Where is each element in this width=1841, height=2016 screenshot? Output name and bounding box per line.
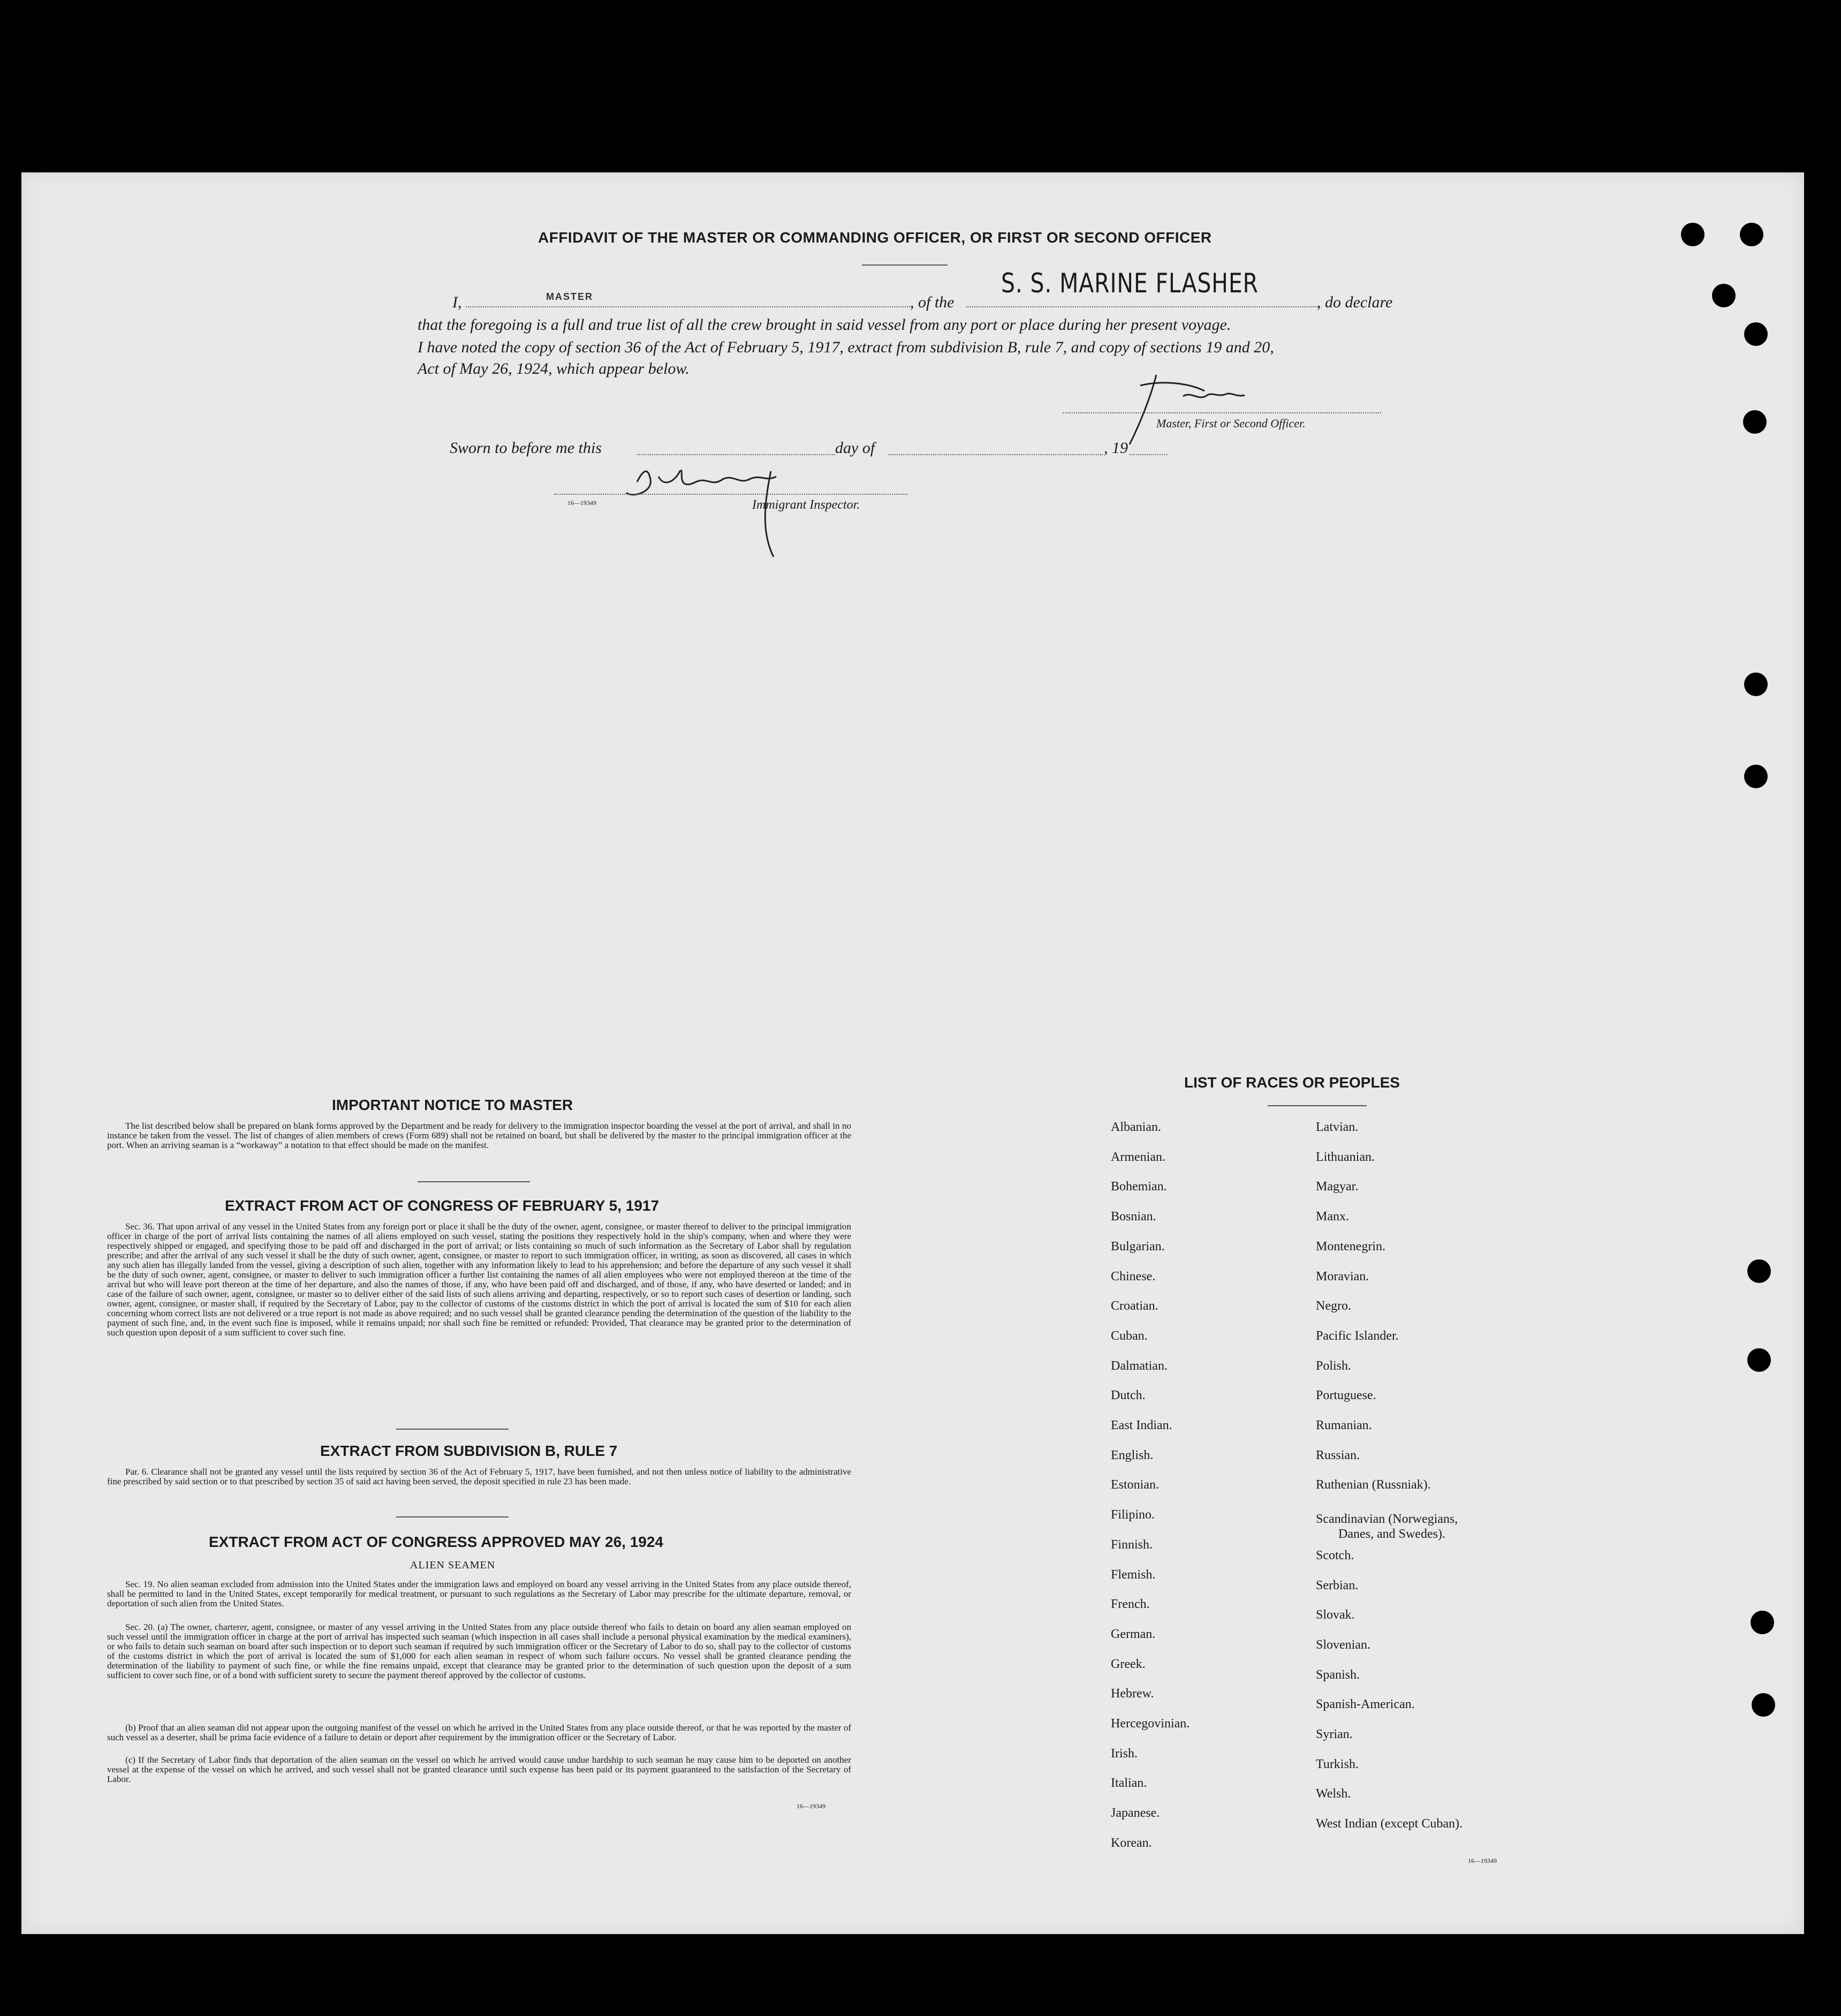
master-name: MASTER: [546, 291, 593, 302]
races-title: LIST OF RACES OR PEOPLES: [1184, 1074, 1400, 1091]
extract-1917-body: Sec. 36. That upon arrival of any vessel in the United States from any foreign port or place it shall be the duty of the owner, agent, consignee, or master thereof to deliver to the principal immigration officer in charge of the port of arrival lists containing the names of all aliens employed on such vessel, stating the positions they respectively hold in the ship's company, when and where they were respectively shipped or engaged, and specifying those to be paid off and discharged in the port of arrival; or lists containing so much of such information as the Secretary of Labor shall by regulation prescribe; and after the arrival of any such vessel it shall be the duty of such owner, agent, consignee, or master to report to such immigration officer, in writing, as soon as discovered, all cases in which any such alien has illegally landed from the vessel, giving a description of such alien, together with any information likely to lead to his apprehension; and before the departure of any such vessel it shall be the duty of such owner, agent, consignee, or master to deliver to such immigration officer a further list containing the names of all alien employees who were not employed thereon at the time of the arrival but who will leave port thereon at the time of her departure, and also the names of those, if any, who have been paid off and discharged, and of those, if any, who have deserted or landed; and in case of the failure of such owner, agent, consignee, or master so to deliver either of the said lists of such aliens arriving and departing, respectively, or so to report such cases of desertion or landing, such owner, agent, consignee, or master shall, if required by the Secretary of Labor, pay to the collector of customs of the customs district in which the port of arrival is located the sum of $10 for each alien concerning whom correct lists are not delivered or a true report is not made as above required; and no such vessel shall be granted clearance pending the determination of the question of the liability to the payment of such fine, and, in the event such fine is imposed, while it remains unpaid; nor shall such fine be remitted or refunded: Provided, That clearance may be granted prior to the determination of such question upon deposit of a sum sufficient to cover such fine.: [107, 1221, 851, 1338]
punch-hole: [1744, 322, 1768, 346]
race-item: Italian.: [1111, 1776, 1147, 1791]
master-signature: [1119, 364, 1247, 450]
race-item: Portuguese.: [1316, 1388, 1376, 1403]
races-rule: [1268, 1105, 1367, 1106]
punch-hole: [1744, 673, 1768, 696]
rule7-body: Par. 6. Clearance shall not be granted any vessel until the lists required by section 36 of the Act of February 5, 1917, have been furnished, and not then unless notice of liability to the administrative fine prescribed by said section or to that prescribed by section 35 of said act having been served, the deposit specified in rule 23 has been made.: [107, 1467, 851, 1486]
sworn-year-line: [1130, 454, 1167, 455]
extract-1917-title: EXTRACT FROM ACT OF CONGRESS OF FEBRUARY 5, 1917: [225, 1197, 660, 1214]
race-item: Rumanian.: [1316, 1418, 1372, 1432]
punch-hole: [1751, 1611, 1774, 1634]
punch-hole: [1681, 223, 1704, 246]
race-item: Latvian.: [1316, 1120, 1359, 1134]
extract-1924-sec19: Sec. 19. No alien seaman excluded from admission into the United States under the immigration laws and employed on board any vessel arriving in the United States from any place outside thereof, shall be permitted to land in the United States, except temporarily for medical treatment, or pursuant to such regulations as the Secretary of Labor may prescribe for the ultimate departure, removal, or deportation of such alien from the United States.: [107, 1579, 851, 1609]
sworn-month-line: [889, 454, 1103, 455]
race-item: West Indian (except Cuban).: [1316, 1817, 1463, 1831]
race-item: English.: [1111, 1448, 1154, 1462]
do-declare-label: , do declare: [1317, 293, 1393, 311]
punch-hole: [1747, 1348, 1771, 1372]
race-item: French.: [1111, 1597, 1150, 1612]
race-item: Moravian.: [1316, 1269, 1369, 1283]
punch-hole: [1747, 1259, 1771, 1283]
race-item: Cuban.: [1111, 1328, 1148, 1343]
master-signature-label: Master, First or Second Officer.: [1156, 417, 1306, 430]
notice-rule: [418, 1181, 530, 1182]
race-item: Spanish-American.: [1316, 1697, 1415, 1712]
race-item: Scotch.: [1316, 1548, 1354, 1562]
race-item: Hebrew.: [1111, 1687, 1154, 1701]
race-item: East Indian.: [1111, 1418, 1172, 1432]
race-item: Bohemian.: [1111, 1180, 1167, 1194]
race-item: Montenegrin.: [1316, 1239, 1385, 1254]
rule7-title: EXTRACT FROM SUBDIVISION B, RULE 7: [320, 1443, 618, 1459]
inspector-signature-line: [554, 494, 907, 495]
day-of-label: day of: [835, 439, 875, 457]
punch-hole: [1744, 765, 1768, 788]
race-item: Magyar.: [1316, 1180, 1359, 1194]
affidavit-i: I,: [452, 293, 462, 311]
extract-1924-sec20c: (c) If the Secretary of Labor finds that deportation of the alien seaman on the vessel on which he arrived would cause undue hardship to such seaman he may cause him to be deported on another vessel at the expense of the vessel on which he arrived, and such vessel shall not be granted clearance until such expense has been paid or its payment guaranteed to the satisfaction of the Secretary of Labor.: [107, 1755, 851, 1784]
punch-hole: [1712, 284, 1736, 307]
master-signature-line: [1063, 412, 1381, 413]
race-item: Polish.: [1316, 1358, 1352, 1373]
punch-hole: [1752, 1693, 1775, 1717]
race-item: Pacific Islander.: [1316, 1328, 1399, 1343]
race-item: Ruthenian (Russniak).: [1316, 1478, 1431, 1492]
extract-1924-title: EXTRACT FROM ACT OF CONGRESS APPROVED MAY 26, 1924: [209, 1534, 663, 1550]
race-item: Lithuanian.: [1316, 1150, 1375, 1164]
race-item: Irish.: [1111, 1746, 1138, 1761]
race-item: Dutch.: [1111, 1388, 1146, 1403]
extract-1924-sec20b: (b) Proof that an alien seaman did not appear upon the outgoing manifest of the vessel on which he arrived in the United States from any place outside thereof, or that he was reported by the master of such vessel as a deserter, shall be prima facie evidence of a failure to detain or deport after requirement by the immigration officer or the Secretary of Labor.: [107, 1723, 851, 1742]
of-the-label: , of the: [910, 293, 954, 311]
race-item: Danes, and Swedes).: [1338, 1527, 1445, 1542]
race-item: Scandinavian (Norwegians,: [1316, 1512, 1458, 1527]
affidavit-line-4: Act of May 26, 1924, which appear below.: [418, 360, 690, 377]
affidavit-form-number: 16—19349: [567, 499, 596, 507]
vessel-name-line: [966, 306, 1320, 307]
race-item: Japanese.: [1111, 1806, 1160, 1821]
race-item: Slovenian.: [1316, 1637, 1370, 1652]
affidavit-line-2: that the foregoing is a full and true list of all the crew brought in said vessel from any port or place during her present voyage.: [418, 316, 1231, 334]
race-item: Finnish.: [1111, 1537, 1153, 1552]
race-item: Welsh.: [1316, 1787, 1351, 1801]
races-form-number: 16—19349: [1468, 1857, 1497, 1864]
race-item: Spanish.: [1316, 1667, 1360, 1682]
title-rule: [862, 265, 948, 266]
inspector-label: Immigrant Inspector.: [752, 498, 860, 512]
race-item: Serbian.: [1316, 1578, 1359, 1592]
race-item: Dalmatian.: [1111, 1358, 1168, 1373]
race-item: Slovak.: [1316, 1608, 1355, 1622]
extract-1917-rule: [396, 1429, 509, 1430]
race-item: Hercegovinian.: [1111, 1717, 1190, 1731]
affidavit-line-3: I have noted the copy of section 36 of the Act of February 5, 1917, extract from subdivision B, rule 7, and copy of sections 19 and 20,: [418, 338, 1274, 356]
extract-1924-form-number: 16—19349: [797, 1802, 825, 1810]
rule7-rule: [396, 1516, 509, 1517]
punch-hole: [1743, 410, 1767, 434]
race-item: Negro.: [1316, 1299, 1351, 1313]
race-item: Bulgarian.: [1111, 1239, 1165, 1254]
race-item: Croatian.: [1111, 1299, 1158, 1313]
notice-title: IMPORTANT NOTICE TO MASTER: [332, 1097, 573, 1113]
race-item: Flemish.: [1111, 1567, 1156, 1582]
vessel-name: S. S. MARINE FLASHER: [1001, 268, 1259, 299]
notice-body: The list described below shall be prepared on blank forms approved by the Department and be ready for delivery to the immigration inspector boarding the vessel at the port of arrival, and shall in no instance be taken from the vessel. The list of changes of alien members of crews (Form 689) shall not be retained on board, but shall be delivered by the master to the principal immigration officer at the port. When an arriving seaman is a “workaway” a notation to that effect should be made on the manifest.: [107, 1121, 851, 1150]
year-label: , 19: [1104, 439, 1128, 457]
race-item: Albanian.: [1111, 1120, 1161, 1134]
race-item: Armenian.: [1111, 1150, 1165, 1164]
affidavit-title: AFFIDAVIT OF THE MASTER OR COMMANDING OFFICER, OR FIRST OR SECOND OFFICER: [538, 229, 1212, 246]
extract-1924-sec20a: Sec. 20. (a) The owner, charterer, agent, consignee, or master of any vessel arriving in the United States from any place outside thereof who fails to detain on board any alien seaman employed on such vessel until the immigration officer in charge at the port of arrival has inspected such seaman (which inspection in all cases shall include a personal physical examination by the medical examiners), or who fails to detain such seaman on board after such inspection or to deport such seaman if required by such immigration officer or the Secretary of Labor to do so, shall pay to the collector of customs of the customs district in which the port of arrival is located the sum of $1,000 for each alien seaman in respect of whom such failure occurs. No vessel shall be granted clearance pending the determination of the liability to payment of such fine, or while the fine remains unpaid, except that clearance may be granted prior to the determination of such question upon the deposit of a sum sufficient to cover such fine, or of a bond with sufficient surety to secure the payment thereof approved by the collector of customs.: [107, 1622, 851, 1680]
race-item: Russian.: [1316, 1448, 1360, 1462]
race-item: Greek.: [1111, 1657, 1146, 1671]
race-item: Turkish.: [1316, 1757, 1359, 1771]
race-item: Estonian.: [1111, 1478, 1159, 1492]
sworn-label: Sworn to before me this: [450, 439, 602, 457]
race-item: Chinese.: [1111, 1269, 1156, 1283]
race-item: Korean.: [1111, 1836, 1152, 1850]
extract-1924-subtitle: ALIEN SEAMEN: [410, 1559, 496, 1571]
master-name-line: [466, 306, 910, 307]
race-item: Manx.: [1316, 1210, 1349, 1224]
race-item: Bosnian.: [1111, 1210, 1156, 1224]
race-item: German.: [1111, 1627, 1156, 1641]
race-item: Filipino.: [1111, 1508, 1155, 1522]
race-item: Syrian.: [1316, 1727, 1353, 1741]
punch-hole: [1740, 223, 1763, 246]
